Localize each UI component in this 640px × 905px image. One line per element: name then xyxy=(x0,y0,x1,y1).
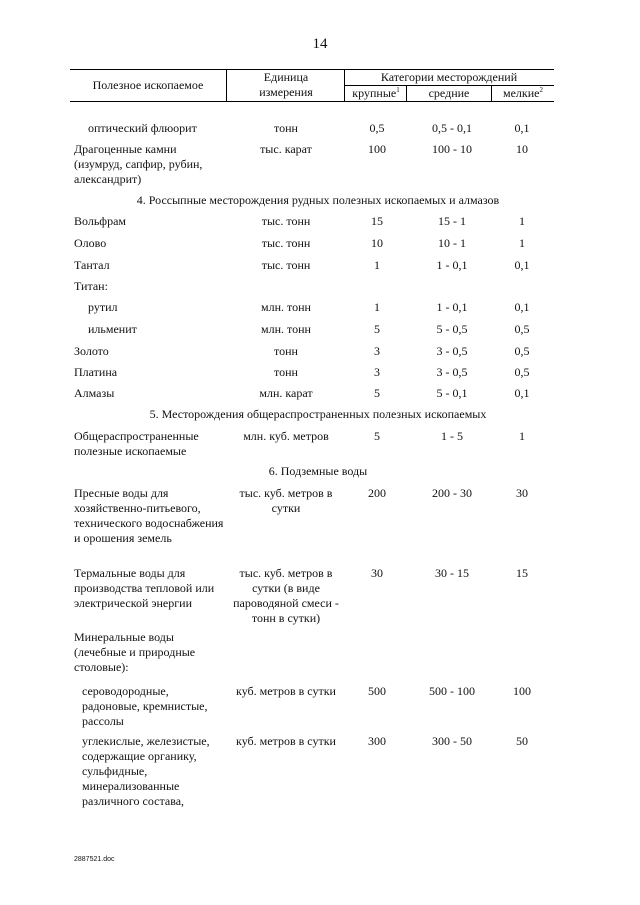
row-small: 0,1 xyxy=(514,300,530,314)
row-large: 1 xyxy=(374,300,380,314)
row-name: Вольфрам xyxy=(74,214,127,228)
row-medium: 5 - 0,1 xyxy=(436,386,468,400)
row-large: 200 xyxy=(368,486,386,500)
row-medium: 300 - 50 xyxy=(432,734,472,748)
row-medium: 3 - 0,5 xyxy=(436,344,468,358)
row-large: 15 xyxy=(371,214,383,228)
row-name: Олово xyxy=(74,236,107,250)
row-unit: тонн xyxy=(274,121,298,135)
row-large: 10 xyxy=(371,236,383,250)
row-small: 100 xyxy=(513,684,531,698)
row-small: 1 xyxy=(519,429,525,443)
row-medium: 15 - 1 xyxy=(438,214,466,228)
row-large: 3 xyxy=(374,365,380,379)
header-mineral: Полезное ископаемое xyxy=(92,78,204,92)
row-small: 1 xyxy=(519,214,525,228)
row-unit: млн. карат xyxy=(259,386,313,400)
row-unit: млн. тонн xyxy=(261,300,311,314)
row-name: Золото xyxy=(74,344,109,358)
header-divider-1 xyxy=(226,69,227,101)
row-name: Термальные воды для производства тепловой или электрической энергии xyxy=(74,566,215,610)
row-large: 5 xyxy=(374,386,380,400)
section-heading: 6. Подземные воды xyxy=(268,464,368,478)
row-name: оптический флюорит xyxy=(88,121,197,135)
row-name: Платина xyxy=(74,365,118,379)
row-large: 5 xyxy=(374,322,380,336)
row-name: углекислые, железистые, содержащие органику, сульфидные, минерализованные различного состава, xyxy=(82,734,210,808)
row-name: ильменит xyxy=(88,322,137,336)
row-medium: 30 - 15 xyxy=(435,566,469,580)
row-small: 0,1 xyxy=(514,121,530,135)
row-name: Тантал xyxy=(74,258,110,272)
row-large: 5 xyxy=(374,429,380,443)
row-unit: тыс. карат xyxy=(260,142,312,156)
row-large: 500 xyxy=(368,684,386,698)
row-unit: млн. тонн xyxy=(261,322,311,336)
row-name: рутил xyxy=(88,300,118,314)
section-heading: 4. Россыпные месторождения рудных полезных ископаемых и алмазов xyxy=(136,193,500,207)
row-name: Титан: xyxy=(74,279,108,293)
row-medium: 10 - 1 xyxy=(438,236,466,250)
row-unit: тыс. куб. метров в сутки (в виде пароводяной смеси - тонн в сутки) xyxy=(233,566,339,625)
row-large: 300 xyxy=(368,734,386,748)
row-unit: млн. куб. метров xyxy=(243,429,329,443)
page-number: 14 xyxy=(312,36,328,52)
row-name: Пресные воды для хозяйственно-питьевого, технического водоснабжения и орошения земель xyxy=(74,486,224,545)
row-large: 30 xyxy=(371,566,383,580)
row-unit: тыс. тонн xyxy=(261,214,311,228)
row-name: Алмазы xyxy=(74,386,115,400)
row-unit: тыс. куб. метров в сутки xyxy=(239,486,333,515)
row-name: Драгоценные камни (изумруд, сапфир, рубин, александрит) xyxy=(74,142,203,186)
row-medium: 1 - 0,1 xyxy=(436,300,468,314)
row-small: 10 xyxy=(516,142,528,156)
row-medium: 5 - 0,5 xyxy=(436,322,468,336)
row-small: 30 xyxy=(516,486,528,500)
row-unit: тыс. тонн xyxy=(261,236,311,250)
row-medium: 100 - 10 xyxy=(432,142,472,156)
row-medium: 500 - 100 xyxy=(429,684,475,698)
row-small: 0,1 xyxy=(514,386,530,400)
section-heading: 5. Месторождения общераспространенных полезных ископаемых xyxy=(149,407,487,421)
row-small: 0,5 xyxy=(514,344,530,358)
row-name: Общераспространенные полезные ископаемые xyxy=(74,429,199,458)
row-medium: 200 - 30 xyxy=(432,486,472,500)
row-large: 100 xyxy=(368,142,386,156)
row-large: 3 xyxy=(374,344,380,358)
row-name: сероводородные, радоновые, кремнистые, рассолы xyxy=(82,684,208,728)
row-small: 15 xyxy=(516,566,528,580)
row-name: Минеральные воды (лечебные и природные столовые): xyxy=(74,630,196,674)
header-large: крупные$^1$ xyxy=(352,86,400,100)
header-small: мелкие$^2$ xyxy=(503,86,543,100)
row-small: 0,5 xyxy=(514,365,530,379)
row-small: 0,1 xyxy=(514,258,530,272)
row-unit: куб. метров в сутки xyxy=(236,734,336,748)
row-small: 50 xyxy=(516,734,528,748)
document-filename: 2887521.doc xyxy=(74,856,115,863)
row-medium: 1 - 5 xyxy=(441,429,463,443)
row-small: 1 xyxy=(519,236,525,250)
row-unit: куб. метров в сутки xyxy=(236,684,336,698)
row-medium: 3 - 0,5 xyxy=(436,365,468,379)
row-unit: тонн xyxy=(274,365,298,379)
header-medium: средние xyxy=(428,86,470,100)
header-unit: Единица измерения xyxy=(259,70,313,99)
row-medium: 1 - 0,1 xyxy=(436,258,468,272)
row-unit: тонн xyxy=(274,344,298,358)
row-medium: 0,5 - 0,1 xyxy=(432,121,472,135)
header-categories: Категории месторождений xyxy=(380,70,518,84)
header-bottom-rule xyxy=(70,101,554,102)
row-unit: тыс. тонн xyxy=(261,258,311,272)
row-large: 1 xyxy=(374,258,380,272)
row-large: 0,5 xyxy=(369,121,385,135)
row-small: 0,5 xyxy=(514,322,530,336)
